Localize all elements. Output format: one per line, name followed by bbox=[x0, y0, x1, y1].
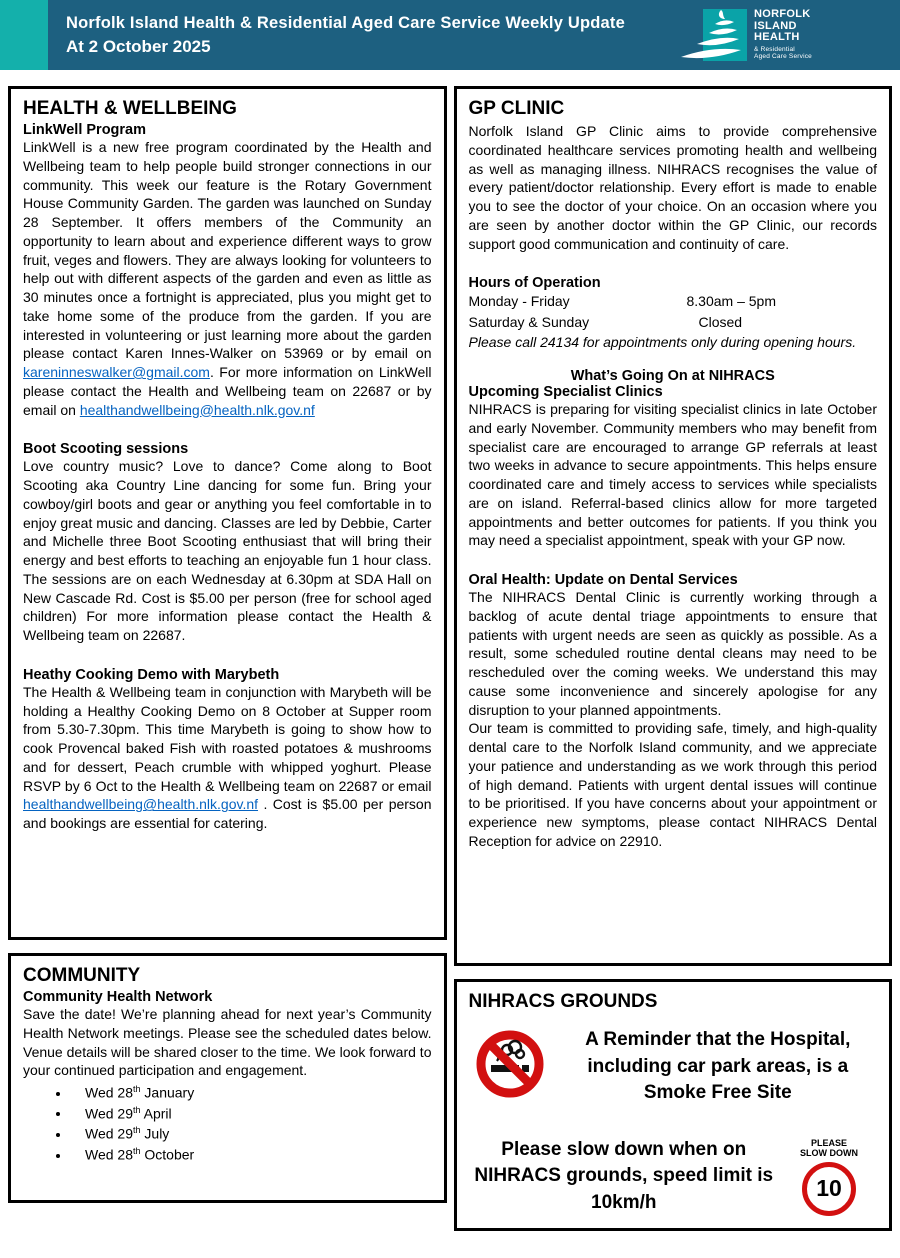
slow-down-text: Please slow down when on NIHRACS grounds, speed limit is 10km/h bbox=[474, 1138, 774, 1213]
gp-clinic-intro: Norfolk Island GP Clinic aims to provide comprehensive coordinated healthcare services promoting health and wellbeing as well as managing illness. NIHRACS recognises the value of every patient/doctor relationship. Every effort is made to enable you to see the doctor of your choice. On an occasion where you are seen by another doctor within the GP Clinic, our records support good communication and continuity of care. bbox=[468, 123, 877, 252]
logo-word-island: ISLAND bbox=[754, 19, 797, 32]
sign-line-slow-down: SLOW DOWN bbox=[800, 1148, 858, 1159]
ordinal-suffix: th bbox=[133, 1145, 141, 1156]
cooking-demo-email-link[interactable]: healthandwellbeing@health.nlk.gov.nf bbox=[23, 796, 259, 813]
no-smoking-icon bbox=[473, 1027, 547, 1106]
gp-clinic-title: GP CLINIC bbox=[468, 98, 565, 119]
community-title: COMMUNITY bbox=[23, 965, 141, 986]
left-column bbox=[8, 86, 447, 1203]
ordinal-suffix: th bbox=[133, 1084, 141, 1094]
date-month: January bbox=[140, 1084, 195, 1101]
section-community bbox=[8, 953, 447, 1203]
hours-label: Saturday & Sunday bbox=[468, 313, 590, 330]
date-text: Wed 29 bbox=[85, 1105, 133, 1122]
oral-health-heading: Oral Health: Update on Dental Services bbox=[468, 572, 738, 589]
community-paragraph: Save the date! We’re planning ahead for next year’s Community Health Network meetings. Please see the scheduled dates below. Venue details will be shared closer to the time. We look forward to your continued participation and engagement. bbox=[23, 1006, 432, 1079]
hours-value: Closed bbox=[698, 313, 743, 330]
linkwell-text-1: LinkWell is a new free program coordinated by the Health and Wellbeing team to help people build stronger connections in our community. This week our feature is the Rotary Government House Community Garden. The garden was launched on Sunday 28 September. It offers members of the Community an opportunity to learn about and experience different ways to grow fruit, veges and flowers. They are always looking for volunteers to help out with different aspects of the garden and even as little as 30 minutes once a fortnight is appreciated, plus you might get to take home some of the produce from the garden. If you are interested in volunteering or just learning more about the garden please contact Karen Innes-Walker on 53969 or by email on bbox=[23, 139, 432, 362]
ordinal-suffix: th bbox=[133, 1104, 141, 1115]
hours-heading: Hours of Operation bbox=[468, 275, 601, 292]
ordinal-suffix: th bbox=[133, 1125, 141, 1136]
hours-value: 8.30am – 5pm bbox=[686, 293, 776, 310]
date-text: Wed 28 bbox=[85, 1146, 133, 1163]
linkwell-heading: LinkWell Program bbox=[23, 122, 147, 138]
section-health-wellbeing bbox=[8, 86, 447, 940]
slow-down-row bbox=[469, 1137, 878, 1217]
date-text: Wed 28 bbox=[85, 1084, 133, 1101]
specialist-clinics-heading: Upcoming Specialist Clinics bbox=[468, 384, 663, 401]
hours-row-weekdays bbox=[469, 291, 878, 311]
section-nihracs-grounds bbox=[454, 979, 893, 1231]
hours-note: Please call 24134 for appointments only during opening hours. bbox=[468, 333, 857, 350]
health-wellbeing-title: HEALTH & WELLBEING bbox=[23, 98, 237, 119]
oral-health-paragraph-1: The NIHRACS Dental Clinic is currently working through a backlog of acute dental triage appointments to ensure that patients with urgent needs are seen as quickly as possible. As a result, some scheduled routine dental cleans may need to be rescheduled over the coming weeks. We understand this may cause some inconvenience and sincerely apologise for any disruption to your planned appointments. bbox=[468, 589, 877, 718]
speed-limit-sign bbox=[783, 1138, 875, 1216]
boot-scooting-paragraph: Love country music? Love to dance? Come along to Boot Scooting aka Country Line dancing for some fun. Bring your cowboy/girl boots and gear or anything you feel comfortable in to enjoy great music and dancing. Classes are led by Debbie, Carter and Michelle three Boot Scooting enthusiast that will bring their energy and best efforts to teaching an enjoyable fun 1 hour class. The sessions are on each Wednesday at 6.30pm at SDA Hall on New Cascade Rd. Cost is $5.00 per person (free for school aged children) For more information please contact the Health & Wellbeing team on 22687. bbox=[23, 458, 432, 643]
community-health-network-heading: Community Health Network bbox=[23, 989, 213, 1005]
meeting-dates-list bbox=[71, 1084, 432, 1163]
pine-tree-icon bbox=[679, 7, 749, 68]
boot-scooting-heading: Boot Scooting sessions bbox=[23, 441, 189, 458]
date-month: October bbox=[140, 1146, 195, 1163]
logo-word-residential: & Residential bbox=[754, 45, 795, 53]
section-gp-clinic bbox=[454, 86, 893, 966]
healthandwellbeing-email-link[interactable]: healthandwellbeing@health.nlk.gov.nf bbox=[79, 401, 315, 418]
date-text: Wed 29 bbox=[85, 1125, 133, 1142]
speed-limit-10-icon: 10 bbox=[802, 1162, 856, 1216]
whats-going-on-heading: What’s Going On at NIHRACS bbox=[570, 368, 775, 385]
cooking-demo-text-2: . Cost is $5.00 per person and bookings are essential for catering. bbox=[23, 796, 432, 831]
logo-wordmark bbox=[754, 9, 812, 61]
linkwell-paragraph bbox=[23, 138, 432, 419]
nihracs-grounds-title: NIHRACS GROUNDS bbox=[468, 991, 658, 1012]
nihracs-logo bbox=[679, 7, 812, 68]
list-item bbox=[71, 1105, 432, 1122]
cooking-demo-text-1: The Health & Wellbeing team in conjunction with Marybeth will be holding a Healthy Cooking Demo on 8 October at Supper room from 5.30-7.30pm. This time Marybeth is going to show how to cook Provencal baked Fish with roasted potatoes & mushrooms and for dessert, Peach crumble with whipped yoghurt. Please RSVP by 6 Oct to the Health & Wellbeing team on 22687 or email bbox=[23, 683, 432, 794]
content-area bbox=[0, 70, 900, 1241]
cooking-demo-heading: Heathy Cooking Demo with Marybeth bbox=[23, 666, 280, 683]
list-item bbox=[71, 1146, 432, 1163]
header-banner bbox=[0, 0, 900, 70]
hours-label: Monday - Friday bbox=[468, 293, 570, 310]
hours-row-weekend bbox=[469, 312, 878, 332]
cooking-demo-paragraph bbox=[23, 683, 432, 833]
page-date: At 2 October 2025 bbox=[66, 36, 211, 56]
logo-word-agedcare: Aged Care Service bbox=[754, 53, 812, 60]
karen-email-link[interactable]: kareninneswalker@gmail.com bbox=[23, 364, 210, 380]
right-column bbox=[454, 86, 893, 1231]
smoke-free-row bbox=[469, 1027, 878, 1107]
sign-line-please: PLEASE bbox=[810, 1137, 847, 1148]
date-month: April bbox=[140, 1105, 172, 1122]
specialist-clinics-paragraph: NIHRACS is preparing for visiting specialist clinics in late October and early November. Community members who may benefit from specialist care are encouraged to arrange GP referrals at least two weeks in advance to secure appointments. This helps ensure coordinated care and timely access to services while specialists are on island. Referral-based clinics allow for more targeted appointments and better outcomes for patients. If you think you may need a specialist appointment, speak with your GP now. bbox=[468, 401, 877, 549]
date-month: July bbox=[140, 1125, 170, 1142]
page-title: Norfolk Island Health & Residential Aged Care Service Weekly Update bbox=[66, 13, 625, 32]
smoke-free-text: A Reminder that the Hospital, including car park areas, is a Smoke Free Site bbox=[585, 1029, 851, 1104]
logo-word-health: HEALTH bbox=[754, 31, 800, 43]
logo-word-norfolk: NORFOLK bbox=[754, 8, 811, 20]
list-item bbox=[71, 1084, 432, 1101]
oral-health-paragraph-2: Our team is committed to providing safe, timely, and high-quality dental care to the Norfolk Island community, and we appreciate your patience and understanding as we work through this period of high demand. Patients with urgent dental issues will continue to be prioritised. If you have concerns about your appointment or experience new symptoms, please contact NIHRACS Dental Reception for advice on 22910. bbox=[468, 720, 877, 849]
list-item bbox=[71, 1125, 432, 1142]
header-accent-block bbox=[0, 0, 48, 70]
linkwell-text-2: . For more information on LinkWell please contact the Health and Wellbeing team on 22687 or by email on bbox=[23, 364, 432, 418]
